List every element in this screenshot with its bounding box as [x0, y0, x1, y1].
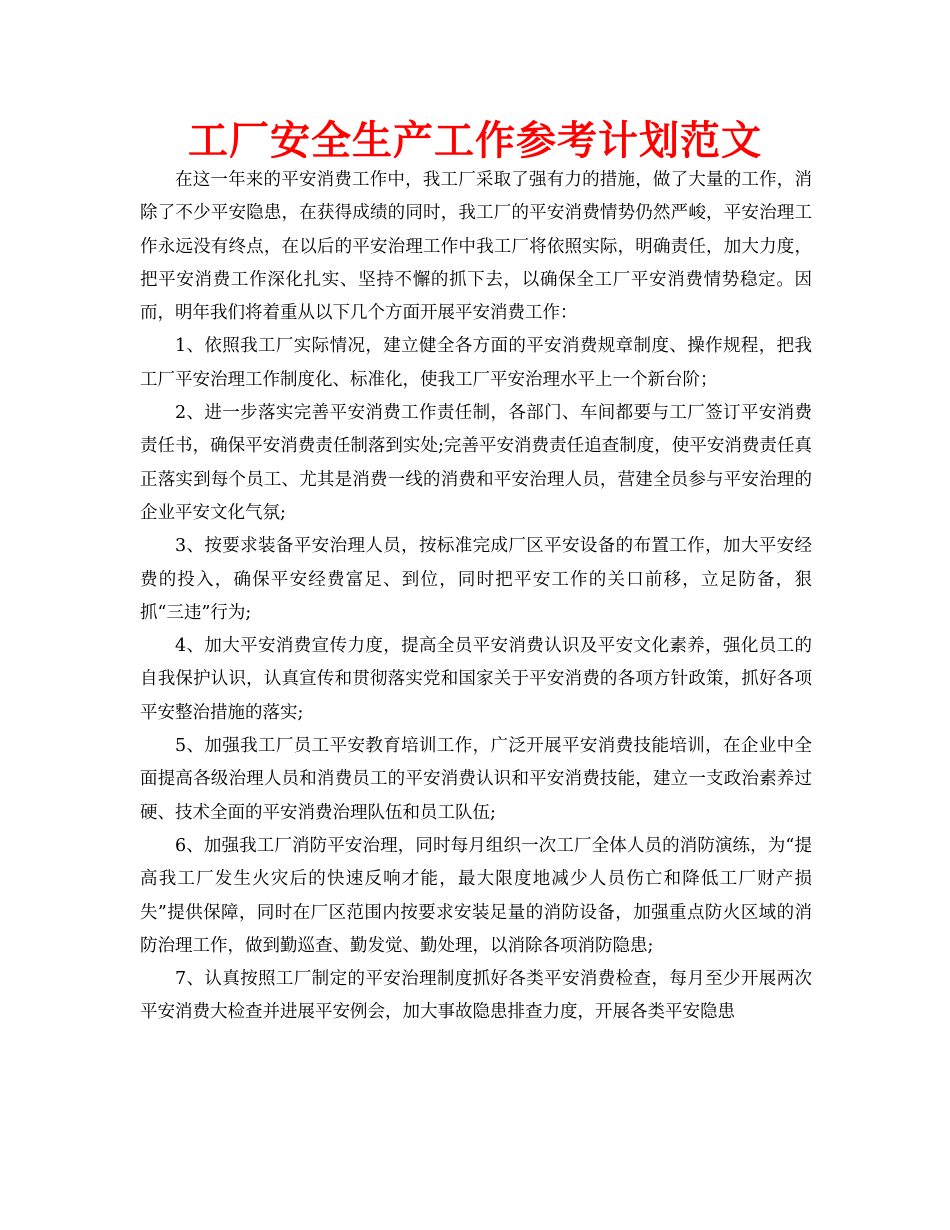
item-paragraph-3: 3、按要求装备平安治理人员，按标准完成厂区平安设备的布置工作，加大平安经费的投入，确保平安经费富足、到位，同时把平安工作的关口前移，立足防备，狠抓“三违”行为; [140, 536, 812, 623]
document-title: 工厂安全生产工作参考计划范文 [188, 118, 762, 164]
item-paragraph-7: 7、认真按照工厂制定的平安治理制度抓好各类平安消费检查，每月至少开展两次平安消费大检查并进展平安例会，加大事故隐患排查力度，开展各类平安隐患 [140, 969, 812, 1023]
item-paragraph-2: 2、进一步落实完善平安消费工作责任制，各部门、车间都要与工厂签订平安消费责任书，确保平安消费责任制落到实处;完善平安消费责任追查制度，使平安消费责任真正落实到每个员工、尤其是消费一线的消费和平安治理人员，营建全员参与平安治理的企业平安文化气氛; [140, 403, 812, 523]
document-body [140, 164, 812, 1030]
item-paragraph-1: 1、依照我工厂实际情况，建立健全各方面的平安消费规章制度、操作规程，把我工厂平安治理工作制度化、标准化，使我工厂平安治理水平上一个新台阶； [140, 336, 812, 390]
intro-paragraph: 在这一年来的平安消费工作中，我工厂采取了强有力的措施，做了大量的工作，消除了不少平安隐患，在获得成绩的同时，我工厂的平安消费情势仍然严峻，平安治理工作永远没有终点，在以后的平安治理工作中我工厂将依照实际，明确责任，加大力度，把平安消费工作深化扎实、坚持不懈的抓下去，以确保全工厂平安消费情势稳定。因而，明年我们将着重从以下几个方面开展平安消费工作： [140, 170, 812, 324]
item-paragraph-4: 4、加大平安消费宣传力度，提高全员平安消费认识及平安文化素养，强化员工的自我保护认识，认真宣传和贯彻落实党和国家关于平安消费的各项方针政策，抓好各项平安整治措施的落实; [140, 636, 812, 723]
item-paragraph-6: 6、加强我工厂消防平安治理，同时每月组织一次工厂全体人员的消防演练，为“提高我工厂发生火灾后的快速反响才能，最大限度地减少人员伤亡和降低工厂财产损失”提供保障，同时在厂区范围内按要求安装足量的消防设备，加强重点防火区域的消防治理工作，做到勤巡查、勤发觉、勤处理，以消除各项消防隐患; [140, 835, 812, 956]
item-paragraph-5: 5、加强我工厂员工平安教育培训工作，广泛开展平安消费技能培训，在企业中全面提高各级治理人员和消费员工的平安消费认识和平安消费技能，建立一支政治素养过硬、技术全面的平安消费治理队伍和员工队伍; [140, 736, 812, 823]
